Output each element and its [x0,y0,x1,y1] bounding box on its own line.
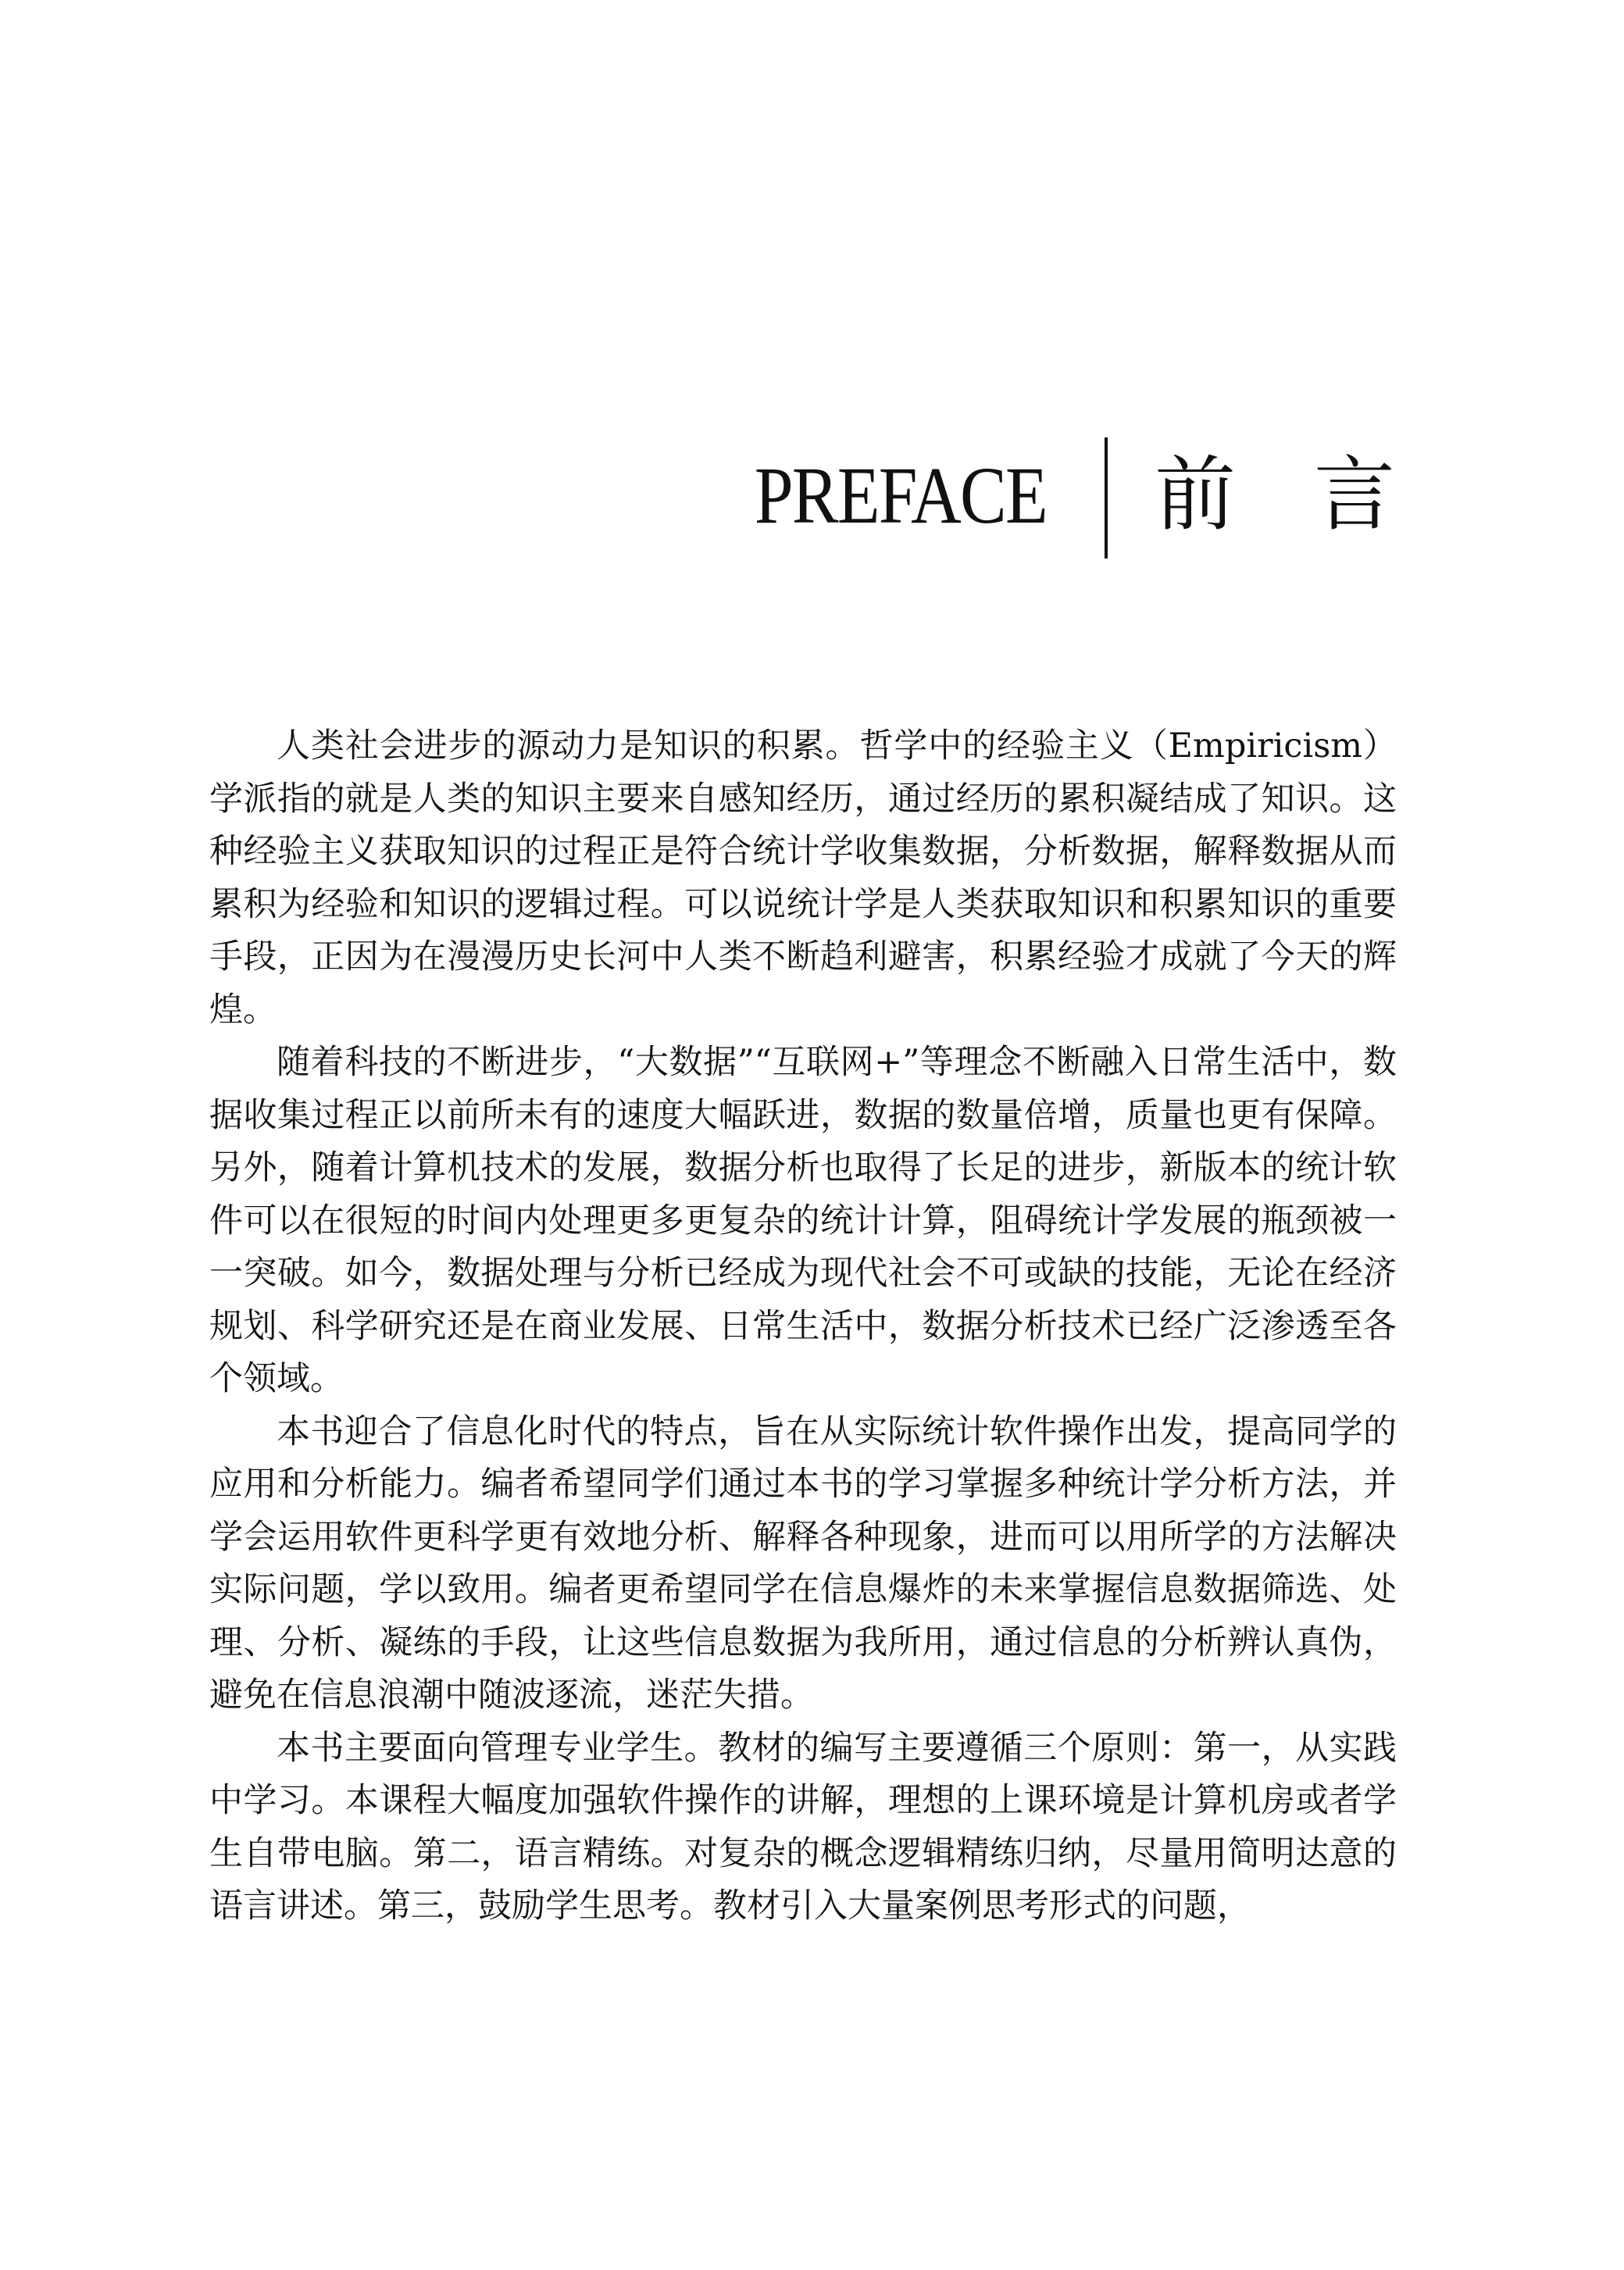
preface-body [209,720,1397,1933]
paragraph-4: 本书主要面向管理专业学生。教材的编写主要遵循三个原则：第一，从实践中学习。本课程大幅度加强软件操作的讲解，理想的上课环境是计算机房或者学生自带电脑。第二，语言精练。对复杂的概念逻辑精练归纳，尽量用简明达意的语言讲述。第三，鼓励学生思考。教材引入大量案例思考形式的问题， [209,1728,1397,1926]
paragraph-3: 本书迎合了信息化时代的特点，旨在从实际统计软件操作出发，提高同学的应用和分析能力。编者希望同学们通过本书的学习掌握多种统计学分析方法，并学会运用软件更科学更有效地分析、解释各种现象，进而可以用所学的方法解决实际问题，学以致用。编者更希望同学在信息爆炸的未来掌握信息数据筛选、处理、分析、凝练的手段，让这些信息数据为我所用，通过信息的分析辨认真伪，避免在信息浪潮中随波逐流，迷茫失措。 [209,1412,1397,1715]
title-divider [1105,437,1108,559]
page-header [0,437,1474,570]
page-title-chinese: 前言 [1155,447,1474,542]
paragraph-1: 人类社会进步的源动力是知识的积累。哲学中的经验主义（Empiricism）学派指的就是人类的知识主要来自感知经历，通过经历的累积凝结成了知识。这种经验主义获取知识的过程正是符合统计学收集数据，分析数据，解释数据从而累积为经验和知识的逻辑过程。可以说统计学是人类获取知识和积累知识的重要手段，正因为在漫漫历史长河中人类不断趋利避害，积累经验才成就了今天的辉煌。 [209,726,1397,1030]
page-title-english: PREFACE [755,451,1047,541]
paragraph-2: 随着科技的不断进步，“大数据”“互联网+”等理念不断融入日常生活中，数据收集过程正以前所未有的速度大幅跃进，数据的数量倍增，质量也更有保障。另外，随着计算机技术的发展，数据分析也取得了长足的进步，新版本的统计软件可以在很短的时间内处理更多更复杂的统计计算，阻碍统计学发展的瓶颈被一一突破。如今，数据处理与分析已经成为现代社会不可或缺的技能，无论在经济规划、科学研究还是在商业发展、日常生活中，数据分析技术已经广泛渗透至各个领域。 [209,1043,1397,1398]
